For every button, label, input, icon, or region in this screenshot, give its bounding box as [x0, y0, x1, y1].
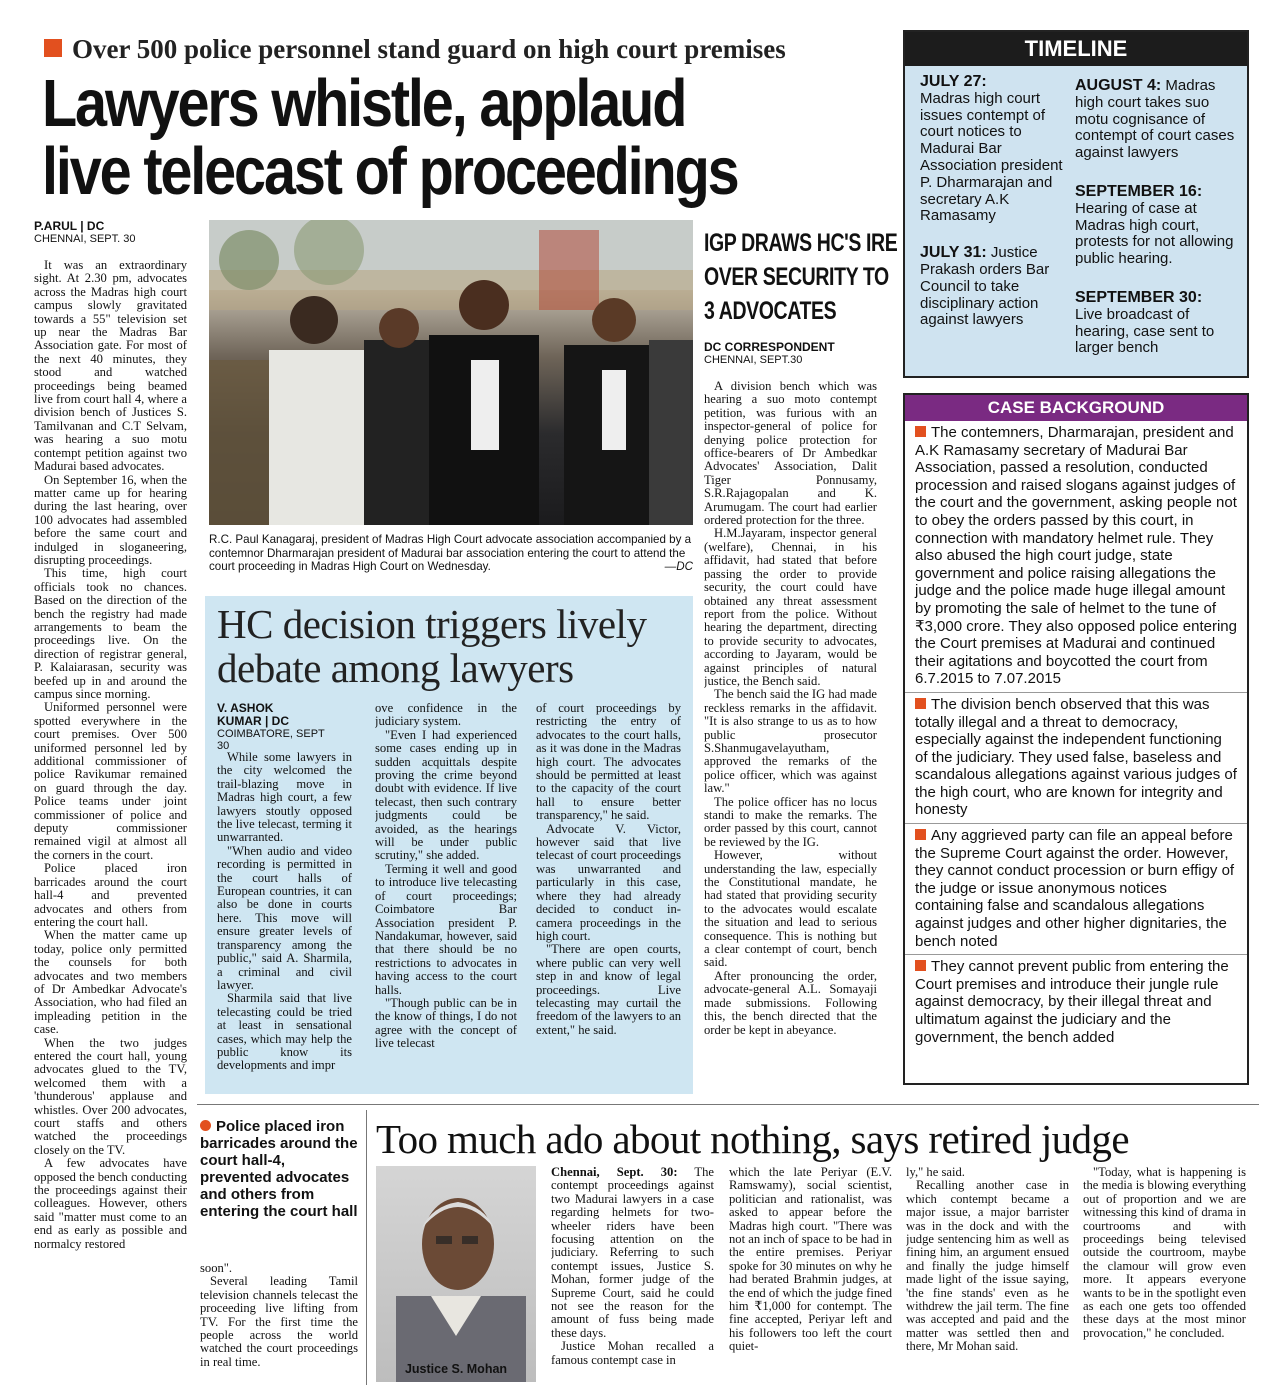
- photo-caption: [209, 533, 693, 574]
- square-bullet-icon: [44, 39, 62, 57]
- timeline-item: [1075, 184, 1243, 268]
- square-bullet-icon: [915, 698, 926, 709]
- people-photo-icon: [209, 220, 693, 525]
- timeline-text: Madras high court takes suo motu cognisance of contempt of court cases against lawyers: [1075, 77, 1235, 162]
- judge-headline: Too much ado about nothing, says retired judge: [376, 1116, 1129, 1162]
- judge-column-1: [551, 1166, 714, 1386]
- paragraph: After pronouncing the order, advocate-general A.L. Somayaji made submissions. Following this, the bench directed that the order be kept in abeyance.: [704, 968, 877, 1037]
- square-bullet-icon: [915, 829, 926, 840]
- hc-column-1: [217, 751, 352, 1091]
- portrait-icon: [376, 1166, 536, 1382]
- case-text: They cannot prevent public from entering the Court premises and introduce their jungle rule against democracy, by their illegal threat and ultimatum against the judiciary and the government, the bench added: [915, 958, 1229, 1046]
- hc-headline-line-1: HC decision triggers lively: [217, 601, 647, 647]
- paragraph: "Even I had experienced some cases ending up in sudden acquittals despite proving the crime beyond doubt with evidence. If live telecast, then such contrary judgments could be avoided, as the hearings will be under public scrutiny," she added.: [375, 727, 517, 863]
- judge-dateline: Chennai, Sept. 30:: [551, 1166, 678, 1179]
- square-bullet-icon: [915, 426, 926, 437]
- judge-photo-caption: Justice S. Mohan: [404, 1362, 508, 1376]
- main-headline: [42, 66, 738, 209]
- paragraph: When the matter came up today, police only permitted the counsels for both advocates and two members of Dr Ambedkar Advocate's Association, who had filed an impleading petition in the case.: [34, 928, 187, 1037]
- main-byline: [34, 220, 194, 245]
- paragraph: of court proceedings by restricting the entry of advocates to the court halls, as it was done in the Madras high court. The advocates should be permitted at least to the capacity of the court hall to ensure better transparency," he said.: [536, 702, 681, 823]
- paragraph: While some lawyers in the city welcomed the trail-blazing move in Madras high court, a few lawyers stoutly opposed the live telecast, terming it unwarranted.: [217, 751, 352, 845]
- timeline-item: [1075, 290, 1243, 357]
- paragraph: ly," he said.: [906, 1166, 965, 1179]
- timeline-text: Live broadcast of hearing, case sent to larger bench: [1075, 305, 1215, 357]
- hc-column-2: [375, 702, 517, 1092]
- kicker: [44, 34, 894, 64]
- igp-byline: [704, 341, 884, 366]
- timeline-text: Hearing of case at Madras high court, protests for not allowing public hearing.: [1075, 199, 1234, 268]
- case-item: [905, 693, 1247, 824]
- paragraph: which the late Periyar (E.V. Ramswamy), social scientist, politician and rationalist, was asked to appear before the Madras high court. "There was not an inch of space to be had in the entire premises. Periyar spoke for 30 minutes on why he had berated Brahmin judges, at the end of which the judge fined him ₹1,000 for contempt. The fine accepted, Periyar left and his followers too left the court quiet-: [729, 1166, 892, 1354]
- hc-dateline: COIMBATORE, SEPT 30: [217, 728, 325, 752]
- timeline-text: Justice Prakash orders Bar Council to take disciplinary action against lawyers: [920, 244, 1050, 329]
- case-text: Any aggrieved party can file an appeal before the Supreme Court against the order. However, they cannot conduct procession or burn effigy of the judge or issue anonymous notices containing false and scandalous allegations against judges and other higher dignitaries, the bench noted: [915, 827, 1235, 950]
- judge-column-2: [729, 1166, 892, 1386]
- paragraph: This time, high court officials took no chances. Based on the direction of the bench the registry had made arrangements to beam the proceedings live. On the direction of registrar general, P. Kalaiarasan, security was beefed up in and around the campus since morning.: [34, 566, 187, 701]
- paragraph: The police officer has no locus standi to make the remarks. The order passed by this court, cannot be reviewed by the IG.: [704, 794, 877, 849]
- paragraph: soon".: [200, 1262, 233, 1275]
- paragraph-text: The contempt proceedings against two Madurai lawyers in a case regarding helmets for two-wheeler riders have been focusing attention on the judiciary. Referring to such contempt issues, Justice S. Mohan, former judge of the Supreme Court, said he could not see the reason for the amount of fuss being made these days.: [551, 1166, 714, 1340]
- section-divider: [197, 1104, 1259, 1105]
- hc-author-2: KUMAR | DC: [217, 714, 290, 728]
- paragraph: Justice Mohan recalled a famous contempt case in: [551, 1339, 714, 1367]
- pull-quote-text: Police placed iron barricades around the court hall-4, prevented advocates and others from entering the court hall: [200, 1118, 358, 1220]
- timeline-text: Madras high court issues contempt of court notices to Madurai Bar Association president P. Dharmarajan and secretary A.K Ramasamy: [920, 89, 1063, 225]
- igp-column: [704, 380, 877, 1100]
- paragraph: Recalling another case in which contempt became a major issue, a major barrister was in the dock and with the judge sentencing him as well as fining him, an argument ensued and finally the judge himself made light of the issue saying, 'the fine stands' even as he withdrew the jail term. The fine was accepted and paid and the matter was settled then and there, Mr Mohan said.: [906, 1178, 1069, 1354]
- paragraph: A division bench which was hearing a suo moto contempt petition, was furious with an inspector-general of police for denying police protection for office-bearers of Dr Ambedkar Advocates' Association, Dalit Tiger Ponnusamy, S.R.Rajagopalan and K. Arumugam. The court had earlier ordered protection for the three.: [704, 380, 877, 528]
- hc-column-3: [536, 702, 681, 1092]
- case-background-title: CASE BACKGROUND: [905, 395, 1247, 421]
- main-story-column: [34, 259, 187, 1389]
- paragraph: A few advocates have opposed the bench conducting the proceedings against their colleagues. However, others said "matter must come to an end as early as possible and normalcy restored: [34, 1156, 187, 1251]
- igp-headline-line: OVER SECURITY TO: [704, 263, 889, 291]
- igp-headline: [704, 226, 897, 328]
- square-bullet-icon: [915, 960, 926, 971]
- main-author: P.ARUL | DC: [34, 219, 105, 233]
- paragraph: [551, 1166, 714, 1340]
- timeline-box: [903, 30, 1249, 378]
- main-story-continuation: [200, 1262, 358, 1387]
- hc-byline: [217, 702, 337, 752]
- igp-author: DC CORRESPONDENT: [704, 340, 835, 354]
- dot-bullet-icon: [200, 1120, 211, 1131]
- timeline-title: TIMELINE: [905, 32, 1247, 66]
- timeline-date: SEPTEMBER 16:: [1075, 182, 1203, 200]
- news-photo: [209, 220, 693, 525]
- headline-line-1: Lawyers whistle, applaud: [42, 66, 686, 141]
- timeline-date: JULY 27:: [920, 73, 987, 90]
- timeline-item: [920, 74, 1070, 225]
- paragraph: On September 16, when the matter came up for hearing during the last hearing, over 100 advocates had assembled before the same court and indulged in sloganeering, disrupting proceedings.: [34, 472, 187, 567]
- paragraph: "Today, what is happening is the media is blowing everything out of proportion and we are witnessing this kind of drama in courtrooms and with proceedings being televised outside the courtroom, maybe the clamour will grow even more. It appears everyone wants to be in the spotlight even as each one gets too offended these days at the most minor provocation," he concluded.: [1083, 1166, 1246, 1340]
- kicker-text: Over 500 police personnel stand guard on high court premises: [72, 34, 786, 64]
- igp-headline-line: 3 ADVOCATES: [704, 297, 837, 325]
- judge-column-4: [1083, 1166, 1246, 1386]
- case-item: [905, 955, 1247, 1050]
- igp-dateline: CHENNAI, SEPT.30: [704, 354, 803, 366]
- photo-credit: —DC: [664, 560, 693, 574]
- paragraph: However, without understanding the law, especially the Constitutional mandate, he had stated that providing security to the advocates would escalate the situation and lead to serious consequence. This is nothing but a clear contempt of court, bench said.: [704, 848, 877, 970]
- paragraph: When the two judges entered the court hall, young advocates glued to the TV, welcomed them with a 'thunderous' applause and whistles. Over 200 advocates, court staffs and others watched the proceedings closely on the TV.: [34, 1035, 187, 1157]
- pull-quote: [200, 1118, 358, 1220]
- case-text: The division bench observed that this was totally illegal and a threat to democracy, especially against the independent functioning of the judiciary. They used false, baseless and scandalous allegations against various judges of the high court, who are known for integrity and honesty: [915, 695, 1237, 819]
- case-item: [905, 421, 1247, 693]
- paragraph: H.M.Jayaram, inspector general (welfare), Chennai, in his affidavit, had stated that before passing the order to provide security, the court could have obtained any threat assessment report from the police. Without hearing the department, directing to provide security to advocates, according to Jayaram, would be against principles of natural justice, the Bench said.: [704, 526, 877, 688]
- hc-headline: [217, 602, 687, 690]
- hc-decision-box: [205, 596, 693, 1094]
- timeline-date: JULY 31:: [920, 244, 987, 262]
- case-text: The contemners, Dharmarajan, president and A.K Ramasamy secretary of Madurai Bar Association, passed a resolution, conducted procession and raised slogans against judges of the court and the government, asking people not to obey the orders passed by this court, in connection with mandatory helmet rule. They also abused the high court judge, state government and police raising allegations the judge and the police made huge illegal amount by promoting the sale of helmet to the tune of ₹3,000 crore. They also opposed police entering the Court premises at Madurai and continued their agitations and boycotted the court from 6.7.2015 to 7.07.2015: [915, 424, 1237, 688]
- case-background-box: [903, 393, 1249, 1085]
- paragraph: Police placed iron barricades around the court hall-4 and prevented advocates and others from entering the court hall.: [34, 861, 187, 929]
- paragraph: ove confidence in the judiciary system.: [375, 702, 517, 729]
- hc-author-1: V. ASHOK: [217, 701, 274, 715]
- case-item: [905, 824, 1247, 955]
- judge-photo: [376, 1166, 536, 1382]
- paragraph: Advocate V. Victor, however said that live telecast of court proceedings was unwarranted and particularly in this case, where they had already decided to conduct in-camera proceedings in the high court.: [536, 821, 681, 943]
- paragraph: Terming it well and good to introduce live telecasting of court proceedings; Coimbatore Bar Association president P. Nandakumar, however, said that there should be no restrictions to advocates in having access to the court halls.: [375, 861, 517, 997]
- paragraph: It was an extraordinary sight. At 2.30 pm, advocates across the Madras high court campus slowly gravitated towards a 55" television set up near the Madras Bar Association gate. For most of the next 40 minutes, they stood and watched proceedings being beamed live from court hall 4, where a division bench of Justices S. Tamilvanan and C.T Selvam, was hearing a suo motu contempt petition against two Madurai based advocates.: [34, 259, 187, 474]
- column-divider: [366, 1110, 367, 1385]
- timeline-item: [1075, 78, 1243, 162]
- judge-column-3: [906, 1166, 1069, 1386]
- paragraph: The bench said the IG had made reckless remarks in the affidavit. "It is also strange to us as to how public prosecutor S.Shanmugavelayutham, approved the remarks of the police officer, which was against law.": [704, 687, 877, 796]
- igp-headline-line: IGP DRAWS HC'S IRE: [704, 229, 898, 257]
- paragraph: Uniformed personnel were spotted everywhere in the court premises. Over 500 uniformed personnel led by additional commissioner of police Ravikumar remained on guard through the day. Police teams under joint commissioner of police and deputy commissioner remained vigil at almost all the corners in the court.: [34, 700, 187, 862]
- timeline-item: [920, 245, 1070, 329]
- paragraph: "Though public can be in the know of things, I do not agree with the concept of live telecast: [375, 995, 517, 1051]
- hc-headline-line-2: debate among lawyers: [217, 645, 574, 691]
- headline-line-2: live telecast of proceedings: [42, 134, 738, 209]
- paragraph: Sharmila said that live telecasting could be tried at least in sensational cases, which may help the public know its developments and impr: [217, 991, 352, 1073]
- paragraph: "When audio and video recording is permitted in the court halls of European countries, it can also be done in courts here. This move will ensure greater levels of transparency among the public," said A. Sharmila, a criminal and civil lawyer.: [217, 843, 352, 992]
- timeline-date: AUGUST 4:: [1075, 77, 1162, 94]
- main-dateline: CHENNAI, SEPT. 30: [34, 233, 136, 245]
- paragraph: Several leading Tamil television channels telecast the proceeding live lifting from TV. For the first time the people across the world watched the court proceedings in real time.: [200, 1274, 358, 1369]
- paragraph: "There are open courts, where public can very well step in and know of legal proceedings. Live telecasting may curtail the freedom of the lawyers to an extent," he said.: [536, 942, 681, 1037]
- caption-text: R.C. Paul Kanagaraj, president of Madras High Court advocate association accompanied by a contemnor Dharmarajan president of Madurai bar association entering the court to attend the court proceeding in Madras High Court on Wednesday.: [209, 533, 692, 574]
- timeline-date: SEPTEMBER 30:: [1075, 288, 1203, 306]
